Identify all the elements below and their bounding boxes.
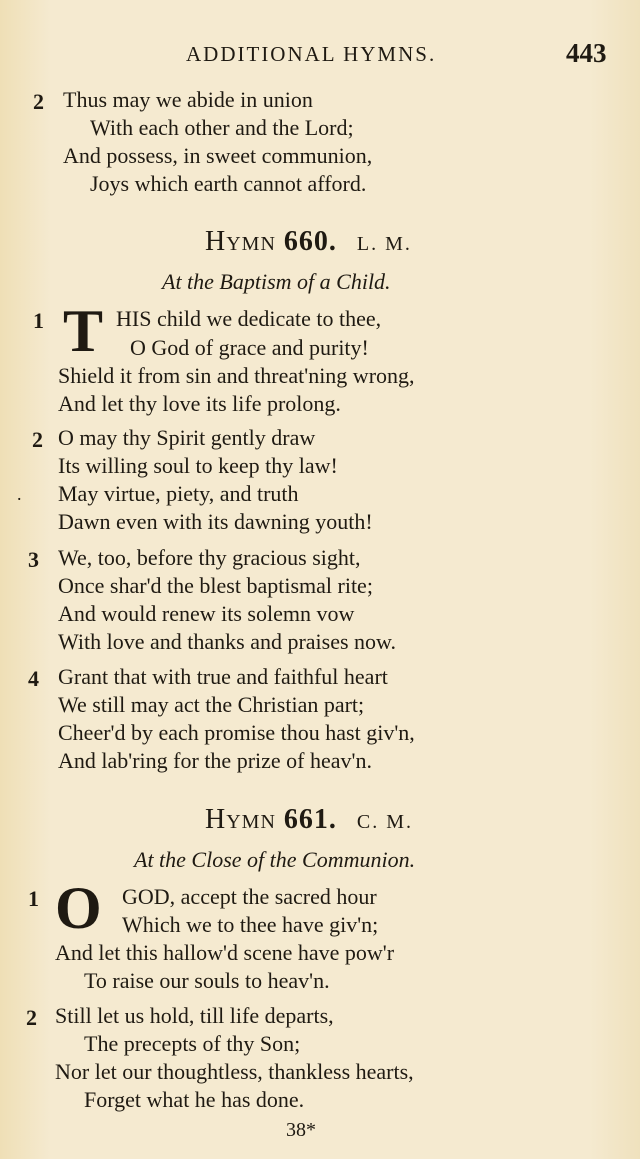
verse-line: With love and thanks and praises now. — [58, 629, 397, 654]
verse-number: 2 — [32, 427, 43, 452]
verse-line: Cheer'd by each promise thou hast giv'n, — [58, 720, 415, 745]
hymn-number: 660. — [283, 226, 337, 257]
verse-number: 3 — [28, 547, 39, 572]
verse-number: 4 — [28, 666, 39, 691]
verse-line: And let thy love its life prolong. — [58, 391, 341, 416]
verse-line: Which we to thee have giv'n; — [122, 912, 379, 937]
verse-line: With each other and the Lord; — [90, 115, 354, 140]
verse-line: Joys which earth cannot afford. — [90, 171, 367, 196]
verse-line: May virtue, piety, and truth — [58, 481, 299, 506]
hymn-660-occasion: At the Baptism of a Child. — [162, 269, 391, 294]
verse-line: Forget what he has done. — [84, 1087, 305, 1112]
hymn-word: Hymn — [205, 804, 276, 835]
verse-line: Nor let our thoughtless, thankless hearts, — [55, 1059, 414, 1084]
verse-line: HIS child we dedicate to thee, — [116, 306, 382, 331]
hymn-number: 661. — [283, 804, 337, 835]
signature-mark: 38* — [286, 1119, 316, 1141]
verse-line: And would renew its solemn vow — [58, 601, 355, 626]
verse-line: Still let us hold, till life departs, — [55, 1003, 334, 1028]
page-number: 443 — [566, 38, 607, 68]
verse-line: And possess, in sweet communion, — [63, 143, 373, 168]
verse-line: Once shar'd the blest baptismal rite; — [58, 573, 373, 598]
verse-line: We still may act the Christian part; — [58, 692, 365, 717]
verse-line: We, too, before thy gracious sight, — [58, 545, 361, 570]
verse-line: Thus may we abide in union — [63, 87, 313, 112]
hymn-661-occasion: At the Close of the Communion. — [134, 847, 416, 872]
verse-line: O God of grace and purity! — [130, 335, 369, 360]
verse-number: 2 — [33, 89, 44, 114]
verse-line: Shield it from sin and threat'ning wrong, — [58, 363, 415, 388]
hymn-661-title — [205, 806, 413, 834]
verse-line: And lab'ring for the prize of heav'n. — [58, 748, 372, 773]
running-header — [0, 38, 640, 72]
verse-number: 2 — [26, 1005, 37, 1030]
verse-line: Dawn even with its dawning youth! — [58, 509, 373, 534]
verse-line: O may thy Spirit gently draw — [58, 425, 316, 450]
verse-line: The precepts of thy Son; — [84, 1031, 301, 1056]
header-title: ADDITIONAL HYMNS. — [186, 42, 437, 66]
verse-line: Grant that with true and faithful heart — [58, 664, 388, 689]
verse-line: Its willing soul to keep thy law! — [58, 453, 338, 478]
stray-mark: . — [17, 484, 22, 504]
hymn-word: Hymn — [205, 226, 276, 257]
hymn-660-title — [205, 228, 412, 256]
verse-number: 1 — [28, 886, 39, 911]
hymn-meter: L. M. — [356, 233, 412, 255]
verse-number: 1 — [33, 308, 44, 333]
verse-line: To raise our souls to heav'n. — [84, 968, 330, 993]
drop-cap: O — [55, 875, 102, 941]
verse-line: GOD, accept the sacred hour — [122, 884, 377, 909]
hymn-meter: C. M. — [356, 811, 414, 833]
drop-cap: T — [63, 298, 104, 364]
verse-line: And let this hallow'd scene have pow'r — [55, 940, 395, 965]
